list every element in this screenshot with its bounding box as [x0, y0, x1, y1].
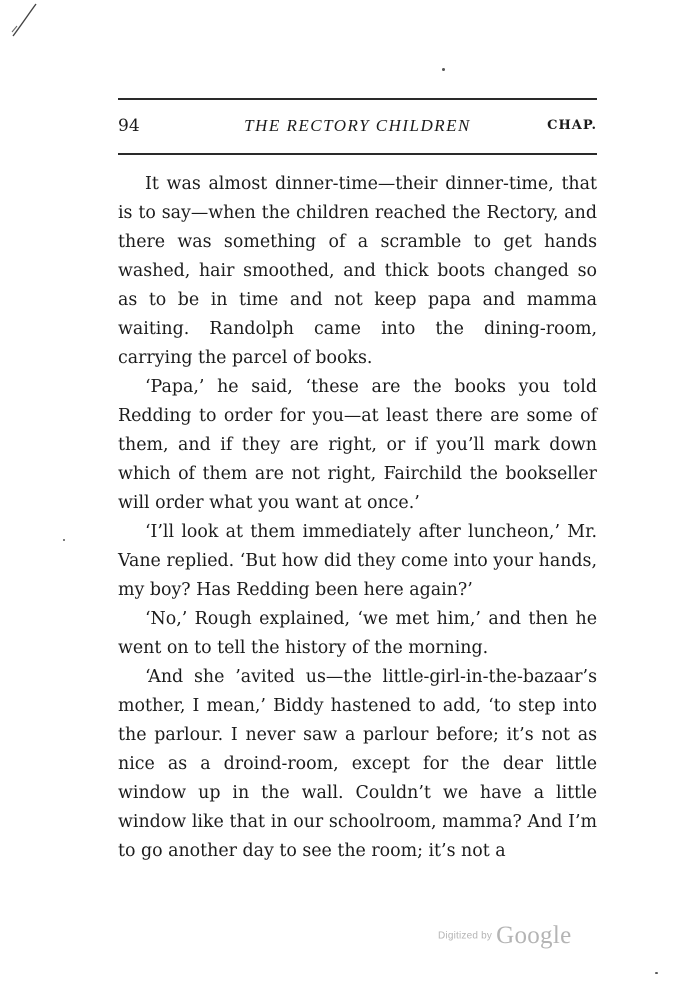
- page-header: [118, 92, 597, 158]
- running-title: THE RECTORY CHILDREN: [244, 116, 471, 135]
- paragraph: ‘No,’ Rough explained, ‘we met him,’ and then he went on to tell the history of the morning.: [118, 609, 597, 658]
- watermark-brand: Google: [496, 922, 572, 949]
- page-speck: [63, 539, 65, 541]
- chapter-abbrev: CHAP.: [547, 118, 597, 133]
- digitized-watermark: [438, 922, 572, 950]
- page-speck: [442, 68, 445, 71]
- page-speck: [655, 972, 658, 974]
- header-bottom-rule: [118, 153, 597, 155]
- body-text: [118, 170, 597, 866]
- pencil-mark-icon: [8, 2, 40, 42]
- header-top-rule: [118, 98, 597, 100]
- page-number: 94: [118, 116, 140, 136]
- paragraph: ‘I’ll look at them immediately after luncheon,’ Mr. Vane replied. ‘But how did they come into your hands, my boy? Has Redding been here again?’: [118, 522, 597, 600]
- paragraph: ‘And she ’avited us—the little-girl-in-the-bazaar’s mother, I mean,’ Biddy hastened to add, ‘to step into the parlour. I never saw a parlour before; it’s not as nice as a droind-room, except for the dear little window up in the wall. Couldn’t we have a little window like that in our schoolroom, mamma? And I’m to go another day to see the room; it’s not a: [118, 667, 597, 861]
- watermark-prefix: Digitized by: [438, 930, 493, 942]
- paragraph: ‘Papa,’ he said, ‘these are the books you told Redding to order for you—at least there are some of them, and if they are right, or if you’ll mark down which of them are not right, Fairchild the bookseller will order what you want at once.’: [118, 377, 597, 513]
- paragraph: It was almost dinner-time—their dinner-time, that is to say—when the children reached the Rectory, and there was something of a scramble to get hands washed, hair smoothed, and thick boots changed so as to be in time and not keep papa and mamma waiting. Randolph came into the dining-room, carrying the parcel of books.: [118, 174, 597, 368]
